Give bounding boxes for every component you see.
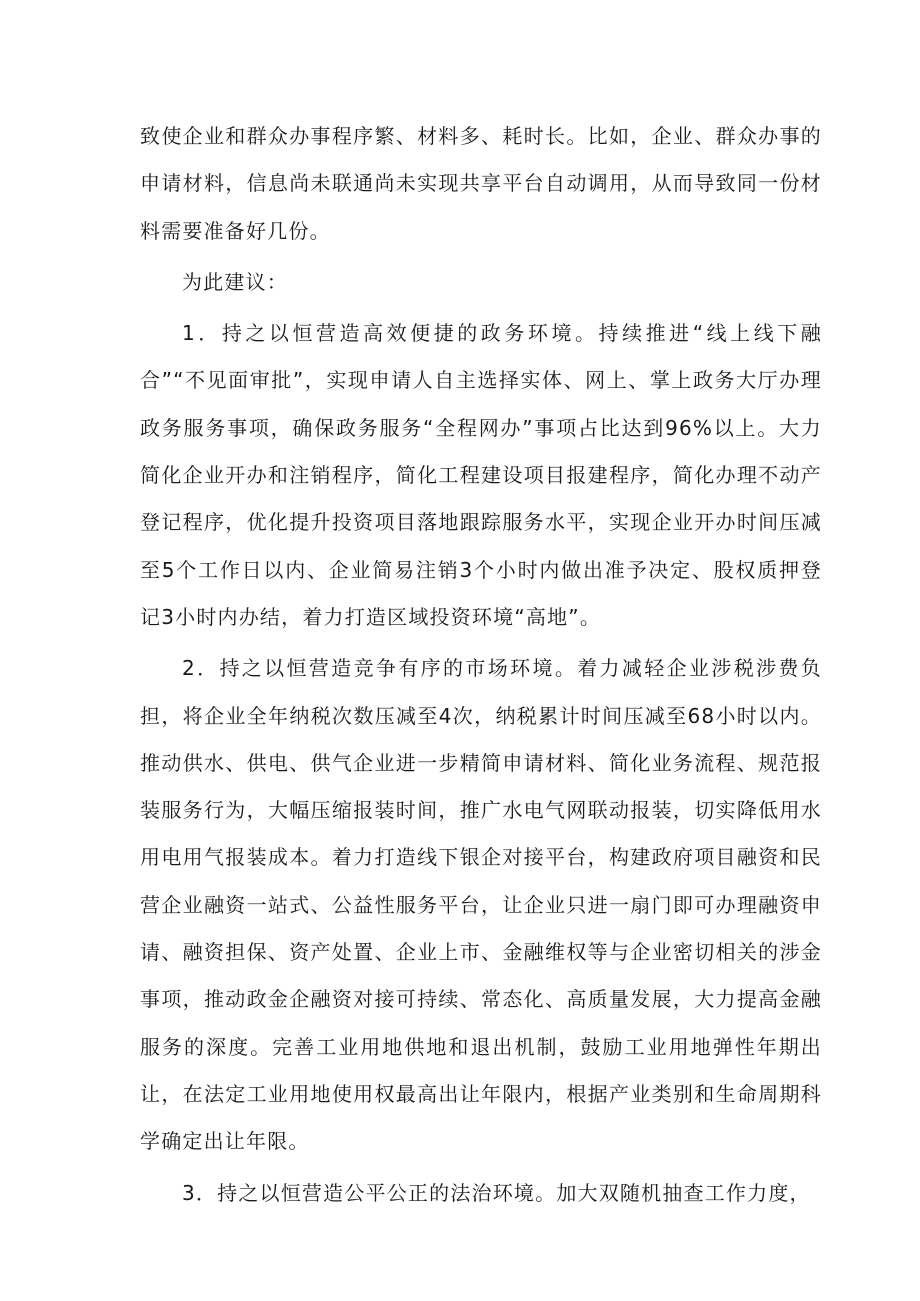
paragraph-item-1: 1．持之以恒营造高效便捷的政务环境。持续推进“线上线下融合”“不见面审批”，实现申请人自主选择实体、网上、掌上政务大厅办理政务服务事项，确保政务服务“全程网办”事项占比达到96%以上。大力简化企业开办和注销程序，简化工程建设项目报建程序，简化办理不动产登记程序，优化提升投资项目落地跟踪服务水平，实现企业开办时间压减至5个工作日以内、企业简易注销3个小时内做出准予决定、股权质押登记3小时内办结，着力打造区域投资环境“高地”。 bbox=[140, 321, 822, 629]
paragraph-item-3: 3．持之以恒营造公平公正的法治环境。加大双随机抽查工作力度， bbox=[182, 1180, 811, 1205]
paragraph-continuation: 致使企业和群众办事程序繁、材料多、耗时长。比如，企业、群众办事的申请材料，信息尚未联通尚未实现共享平台自动调用，从而导致同一份材料需要准备好几份。 bbox=[140, 124, 822, 243]
paragraph-suggestion-intro: 为此建议： bbox=[182, 269, 288, 294]
paragraph-item-2: 2．持之以恒营造竞争有序的市场环境。着力减轻企业涉税涉费负担，将企业全年纳税次数压减至4次，纳税累计时间压减至68小时以内。推动供水、供电、供气企业进一步精简申请材料、简化业务流程、规范报装服务行为，大幅压缩报装时间，推广水电气网联动报装，切实降低用水用电用气报装成本。着力打造线下银企对接平台，构建政府项目融资和民营企业融资一站式、公益性服务平台，让企业只进一扇门即可办理融资申请、融资担保、资产处置、企业上市、金融维权等与企业密切相关的涉金事项，推动政金企融资对接可持续、常态化、高质量发展，大力提高金融服务的深度。完善工业用地供地和退出机制，鼓励工业用地弹性年期出让，在法定工业用地使用权最高出让年限内，根据产业类别和生命周期科学确定出让年限。 bbox=[140, 656, 822, 1154]
document-body bbox=[140, 113, 822, 1217]
